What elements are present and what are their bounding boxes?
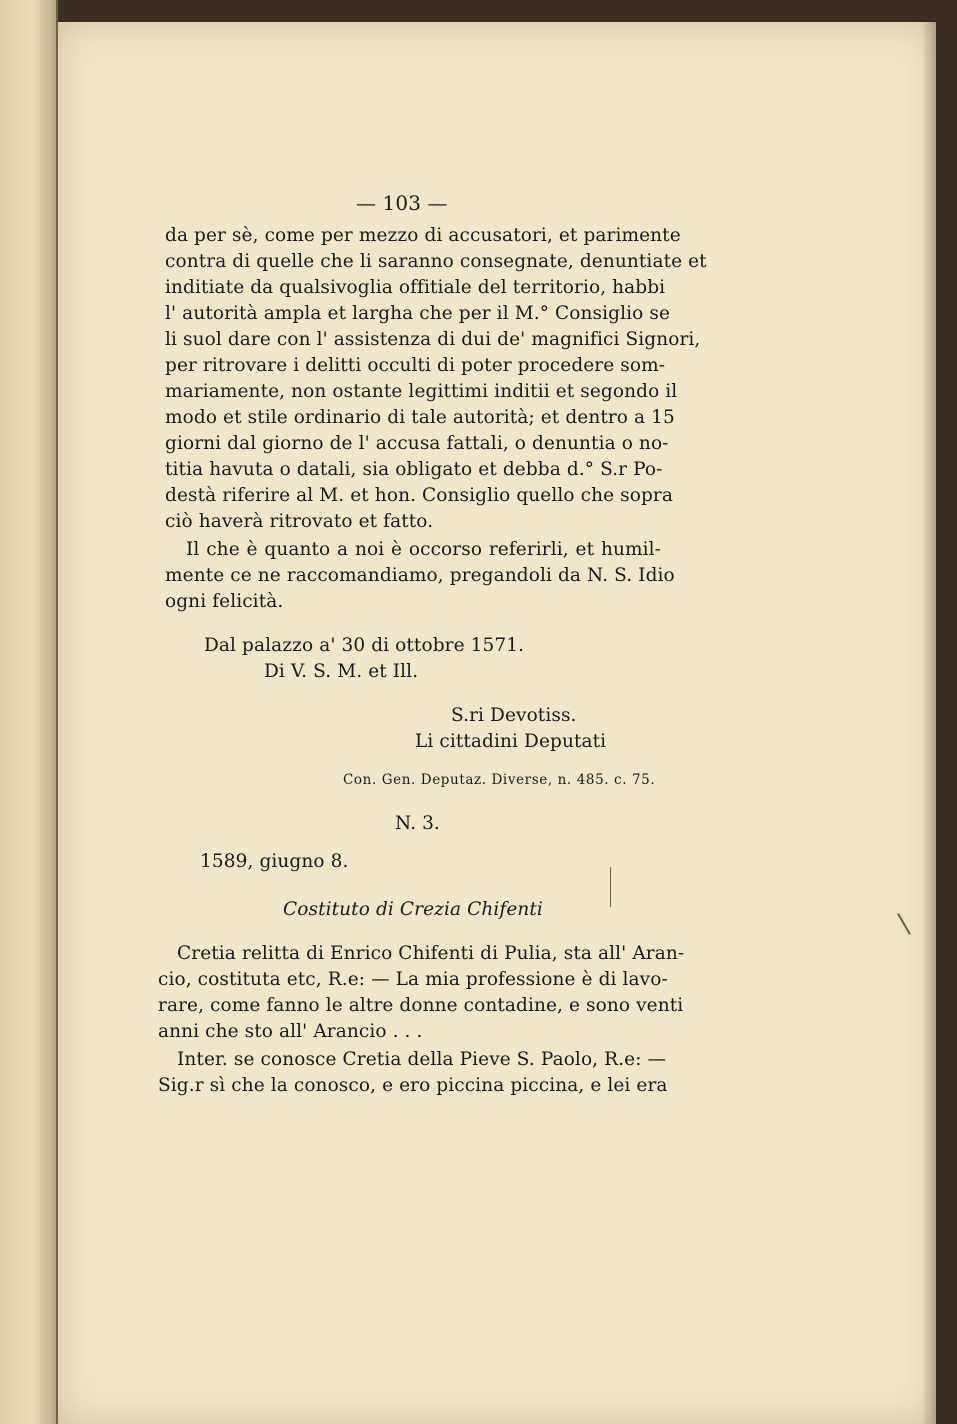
document-line: Inter. se conosce Cretia della Pieve S. Paolo, R.e: — bbox=[177, 1049, 667, 1070]
letter-line: contra di quelle che li saranno consegnate, denuntiate et bbox=[165, 251, 707, 272]
signature-signers: Li cittadini Deputati bbox=[415, 731, 607, 752]
print-mark bbox=[610, 867, 611, 907]
signature-salutation: S.ri Devotiss. bbox=[451, 705, 577, 726]
closing-line: Il che è quanto a noi è occorso referirli, et humil- bbox=[186, 539, 661, 560]
letter-line: li suol dare con l' assistenza di dui de' magnifici Signori, bbox=[165, 329, 701, 350]
letter-line: da per sè, come per mezzo di accusatori, et parimente bbox=[165, 225, 681, 246]
closing-line: mente ce ne raccomandiamo, pregandoli da N. S. Idio bbox=[165, 565, 675, 586]
letter-date: Dal palazzo a' 30 di ottobre 1571. bbox=[204, 635, 525, 656]
document-line: rare, come fanno le altre donne contadine, e sono venti bbox=[158, 995, 684, 1016]
print-mark bbox=[897, 913, 911, 935]
letter-line: destà riferire al M. et hon. Consiglio quello che sopra bbox=[165, 485, 673, 506]
previous-page-edge bbox=[0, 0, 58, 1424]
letter-line: l' autorità ampla et largha che per il M.° Consiglio se bbox=[165, 303, 671, 324]
letter-line: mariamente, non ostante legittimi inditii et segondo il bbox=[165, 381, 678, 402]
book-page bbox=[58, 22, 936, 1424]
document-number: N. 3. bbox=[395, 813, 440, 834]
document-date: 1589, giugno 8. bbox=[200, 851, 349, 872]
archival-source: Con. Gen. Deputaz. Diverse, n. 485. c. 75. bbox=[343, 772, 656, 788]
letter-line: ciò haverà ritrovato et fatto. bbox=[165, 511, 434, 532]
page-edge-shadow bbox=[922, 22, 936, 1424]
letter-line: per ritrovare i delitti occulti di poter procedere som- bbox=[165, 355, 666, 376]
letter-line: titia havuta o datali, sia obligato et debba d.° S.r Po- bbox=[165, 459, 663, 480]
letter-line: giorni dal giorno de l' accusa fattali, o denuntia o no- bbox=[165, 433, 669, 454]
closing-line: ogni felicità. bbox=[165, 591, 284, 612]
document-title: Costituto di Crezia Chifenti bbox=[283, 899, 543, 920]
letter-address: Di V. S. M. et Ill. bbox=[264, 661, 419, 682]
letter-line: modo et stile ordinario di tale autorità; et dentro a 15 bbox=[165, 407, 675, 428]
document-line: cio, costituta etc, R.e: — La mia professione è di lavo- bbox=[158, 969, 668, 990]
page-number: — 103 — bbox=[356, 191, 448, 215]
document-line: Sig.r sì che la conosco, e ero piccina piccina, e lei era bbox=[158, 1075, 668, 1096]
document-line: Cretia relitta di Enrico Chifenti di Pulia, sta all' Aran- bbox=[177, 943, 685, 964]
letter-line: inditiate da qualsivoglia offitiale del territorio, habbi bbox=[165, 277, 666, 298]
document-line: anni che sto all' Arancio . . . bbox=[158, 1021, 423, 1042]
